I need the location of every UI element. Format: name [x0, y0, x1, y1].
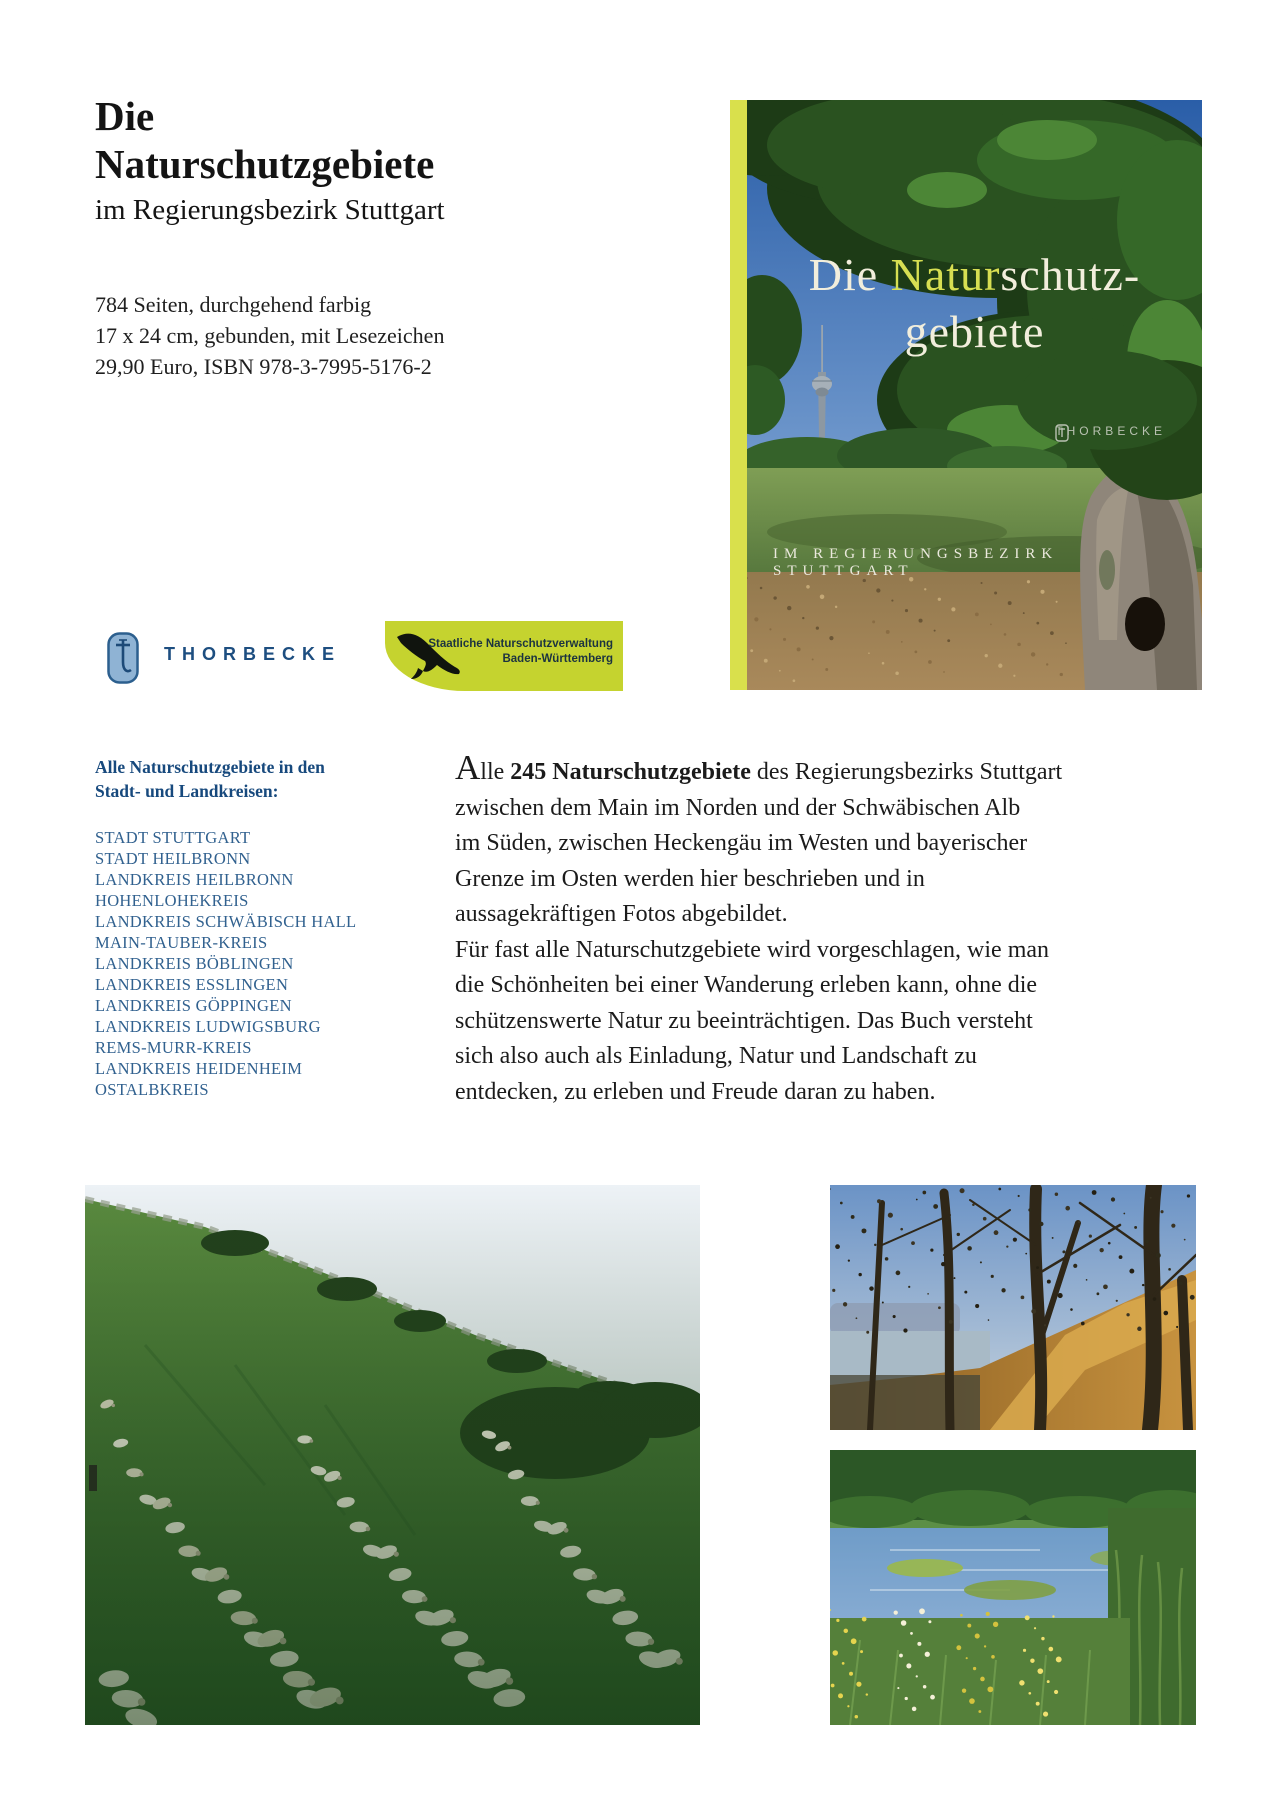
cover-imprint — [1055, 424, 1166, 438]
list-item: OSTALBKREIS — [95, 1080, 209, 1099]
photo-autumn-trees — [830, 1185, 1196, 1430]
cover-series-band: IM REGIERUNGSBEZIRK STUTTGART — [773, 546, 1059, 579]
cover-artwork — [747, 100, 1202, 690]
district-list — [95, 827, 356, 1100]
description-line: schützenswerte Natur zu beeinträchtigen. Das Buch versteht — [455, 1007, 1033, 1034]
cover-title-line-1 — [747, 246, 1202, 303]
highlight-count: 245 Naturschutzgebiete — [510, 759, 751, 785]
photo-sheep-pasture — [85, 1185, 700, 1725]
photo-wetland-lake — [830, 1450, 1196, 1725]
initial-capital: A — [455, 748, 481, 787]
cover-title-part2: schutz- — [1000, 249, 1141, 300]
detail-pages: 784 Seiten, durchgehend farbig — [95, 292, 372, 317]
list-item: REMS-MURR-KREIS — [95, 1038, 252, 1057]
cover-spine — [730, 100, 747, 690]
book-details — [95, 289, 444, 382]
sidebar-heading — [95, 755, 325, 803]
cover-photo — [747, 100, 1202, 690]
cover-imprint-label: THORBECKE — [1055, 424, 1166, 438]
list-item: STADT HEILBRONN — [95, 849, 251, 868]
detail-format: 17 x 24 cm, gebunden, mit Lesezeichen — [95, 323, 445, 348]
list-item: LANDKREIS BÖBLINGEN — [95, 954, 294, 973]
sidebar-heading-line-1: Alle Naturschutzgebiete in den — [95, 757, 325, 777]
sidebar-heading-line-2: Stadt- und Landkreisen: — [95, 781, 279, 801]
page-title — [95, 92, 445, 188]
cover-title-line-2: gebiete — [904, 306, 1045, 357]
cover-title-part1: Die — [808, 249, 891, 300]
thorbecke-logo-icon — [107, 632, 139, 684]
bibliographic-block — [95, 92, 445, 230]
page-subtitle: im Regierungsbezirk Stuttgart — [95, 194, 445, 226]
partner-line-1: Staatliche Naturschutzverwaltung — [428, 638, 613, 650]
description-text — [455, 750, 1155, 1110]
description-line: zwischen dem Main im Norden und der Schwäbischen Alb — [455, 794, 1021, 821]
partner-logo-text — [428, 637, 613, 667]
publisher-name: THORBECKE — [164, 644, 342, 664]
list-item: STADT STUTTGART — [95, 828, 251, 847]
description-line: Für fast alle Naturschutzgebiete wird vorgeschlagen, wie man — [455, 936, 1050, 963]
list-item: MAIN-TAUBER-KREIS — [95, 933, 268, 952]
title-line-2: Naturschutzgebiete — [95, 141, 435, 187]
list-item: LANDKREIS GÖPPINGEN — [95, 996, 292, 1015]
description-line: die Schönheiten bei einer Wanderung erleben kann, ohne die — [455, 972, 1038, 998]
description-line: im Süden, zwischen Heckengäu im Westen und bayerischer — [455, 830, 1028, 856]
title-line-1: Die — [95, 93, 155, 139]
partner-logo — [385, 621, 623, 691]
description-line: entdecken, zu erleben und Freude daran zu haben. — [455, 1078, 936, 1105]
list-item: LANDKREIS HEIDENHEIM — [95, 1059, 303, 1078]
description-line: sich also auch als Einladung, Natur und Landschaft zu — [455, 1043, 977, 1069]
thorbecke-mini-logo-icon — [1055, 424, 1069, 442]
detail-price-isbn: 29,90 Euro, ISBN 978-3-7995-5176-2 — [95, 354, 432, 379]
description-line: aussagekräftigen Fotos abgebildet. — [455, 901, 788, 927]
cover-title-accent: Natur — [890, 249, 1001, 300]
description-line: Grenze im Osten werden hier beschrieben und in — [455, 865, 925, 892]
partner-line-2: Baden-Württemberg — [502, 653, 613, 665]
list-item: LANDKREIS ESSLINGEN — [95, 975, 289, 994]
list-item: LANDKREIS SCHWÄBISCH HALL — [95, 912, 357, 931]
list-item: LANDKREIS HEILBRONN — [95, 870, 294, 889]
list-item: HOHENLOHEKREIS — [95, 891, 249, 910]
book-cover — [730, 100, 1202, 690]
description-line: Alle 245 Naturschutzgebiete des Regierungsbezirks Stuttgart — [455, 748, 1063, 787]
list-item: LANDKREIS LUDWIGSBURG — [95, 1017, 321, 1036]
cover-title — [747, 246, 1202, 360]
